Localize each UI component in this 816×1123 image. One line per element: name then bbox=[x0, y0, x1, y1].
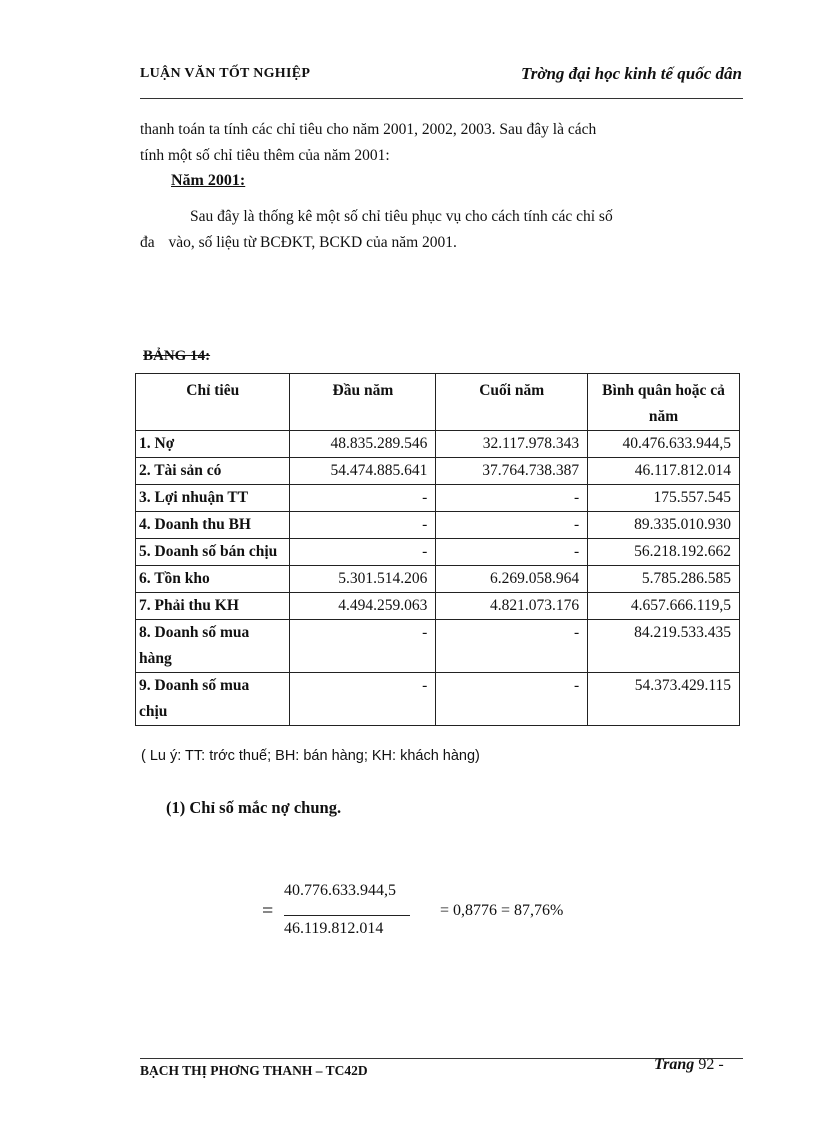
table-row bbox=[136, 620, 740, 673]
col-header-binh-quan: Bình quân hoặc cả năm bbox=[588, 374, 740, 431]
cell-cuoi-nam: 37.764.738.387 bbox=[436, 458, 588, 485]
cell-cuoi-nam: - bbox=[436, 512, 588, 539]
cell-cuoi-nam: 6.269.058.964 bbox=[436, 566, 588, 593]
footer-rule bbox=[140, 1058, 743, 1059]
table-header-row bbox=[136, 374, 740, 431]
table-row bbox=[136, 593, 740, 620]
row-label: 5. Doanh số bán chịu bbox=[136, 539, 290, 566]
row-label: 9. Doanh số mua chịu bbox=[136, 673, 290, 726]
footer-page-label: Trang bbox=[654, 1056, 695, 1073]
fraction-line bbox=[284, 915, 410, 916]
cell-binh-quan: 84.219.533.435 bbox=[588, 620, 740, 673]
formula-numerator: 40.776.633.944,5 bbox=[284, 882, 396, 899]
cell-dau-nam: - bbox=[290, 620, 436, 673]
cell-binh-quan: 4.657.666.119,5 bbox=[588, 593, 740, 620]
col-header-cuoi-nam: Cuối năm bbox=[436, 374, 588, 431]
cell-dau-nam: 4.494.259.063 bbox=[290, 593, 436, 620]
cell-cuoi-nam: - bbox=[436, 620, 588, 673]
footer-author: BẠCH THỊ PHƠNG THANH – TC42D bbox=[140, 1063, 368, 1078]
cell-dau-nam: 48.835.289.546 bbox=[290, 431, 436, 458]
cell-binh-quan: 40.476.633.944,5 bbox=[588, 431, 740, 458]
cell-binh-quan: 46.117.812.014 bbox=[588, 458, 740, 485]
header-right-title: Trờng đại học kinh tế quốc dân bbox=[520, 64, 742, 83]
table-row bbox=[136, 458, 740, 485]
cell-dau-nam: - bbox=[290, 485, 436, 512]
para2-line-2 bbox=[140, 230, 743, 256]
cell-binh-quan: 56.218.192.662 bbox=[588, 539, 740, 566]
row-label: 1. Nợ bbox=[136, 431, 290, 458]
intro-line-1: thanh toán ta tính các chỉ tiêu cho năm 2001, 2002, 2003. Sau đây là cách bbox=[140, 121, 597, 138]
row-label: 4. Doanh thu BH bbox=[136, 512, 290, 539]
cell-dau-nam: - bbox=[290, 539, 436, 566]
cell-cuoi-nam: - bbox=[436, 673, 588, 726]
footer-page-number: 92 - bbox=[698, 1056, 724, 1073]
formula-result: = 0,8776 = 87,76% bbox=[440, 902, 564, 919]
cell-dau-nam: - bbox=[290, 673, 436, 726]
para2-prefix: đa bbox=[140, 234, 155, 251]
row-label: 8. Doanh số mua hàng bbox=[136, 620, 290, 673]
cell-dau-nam: - bbox=[290, 512, 436, 539]
table-row bbox=[136, 539, 740, 566]
table-row bbox=[136, 512, 740, 539]
table-row bbox=[136, 485, 740, 512]
cell-binh-quan: 54.373.429.115 bbox=[588, 673, 740, 726]
cell-cuoi-nam: - bbox=[436, 485, 588, 512]
intro-line-2: tính một số chỉ tiêu thêm của năm 2001: bbox=[140, 147, 390, 164]
table-title: BẢNG 14: bbox=[143, 348, 211, 364]
cell-dau-nam: 54.474.885.641 bbox=[290, 458, 436, 485]
cell-cuoi-nam: 32.117.978.343 bbox=[436, 431, 588, 458]
cell-binh-quan: 175.557.545 bbox=[588, 485, 740, 512]
formula-denominator: 46.119.812.014 bbox=[284, 920, 384, 937]
cell-binh-quan: 5.785.286.585 bbox=[588, 566, 740, 593]
cell-binh-quan: 89.335.010.930 bbox=[588, 512, 740, 539]
para2-line-1: Sau đây là thống kê một số chỉ tiêu phục vụ cho cách tính các chỉ số bbox=[190, 208, 613, 225]
indicator-table bbox=[135, 373, 740, 726]
row-label: 2. Tài sản có bbox=[136, 458, 290, 485]
cell-cuoi-nam: - bbox=[436, 539, 588, 566]
row-label: 3. Lợi nhuận TT bbox=[136, 485, 290, 512]
section-title: (1) Chỉ số mắc nợ chung. bbox=[166, 798, 342, 817]
year-heading: Năm 2001: bbox=[171, 172, 246, 189]
col-header-chi-tieu: Chỉ tiêu bbox=[136, 374, 290, 431]
formula-equals: = bbox=[262, 900, 274, 922]
header-rule bbox=[140, 98, 743, 99]
para2-rest: vào, số liệu từ BCĐKT, BCKD của năm 2001. bbox=[168, 234, 457, 251]
table-row bbox=[136, 431, 740, 458]
cell-cuoi-nam: 4.821.073.176 bbox=[436, 593, 588, 620]
row-label: 7. Phải thu KH bbox=[136, 593, 290, 620]
table-row bbox=[136, 673, 740, 726]
cell-dau-nam: 5.301.514.206 bbox=[290, 566, 436, 593]
col-header-dau-nam: Đầu năm bbox=[290, 374, 436, 431]
table-note: ( Lu ý: TT: trớc thuế; BH: bán hàng; KH: khách hàng) bbox=[141, 748, 480, 764]
table-row bbox=[136, 566, 740, 593]
header-left-title: LUẬN VĂN TỐT NGHIỆP bbox=[140, 66, 311, 81]
row-label: 6. Tồn kho bbox=[136, 566, 290, 593]
footer-page bbox=[654, 1056, 724, 1074]
